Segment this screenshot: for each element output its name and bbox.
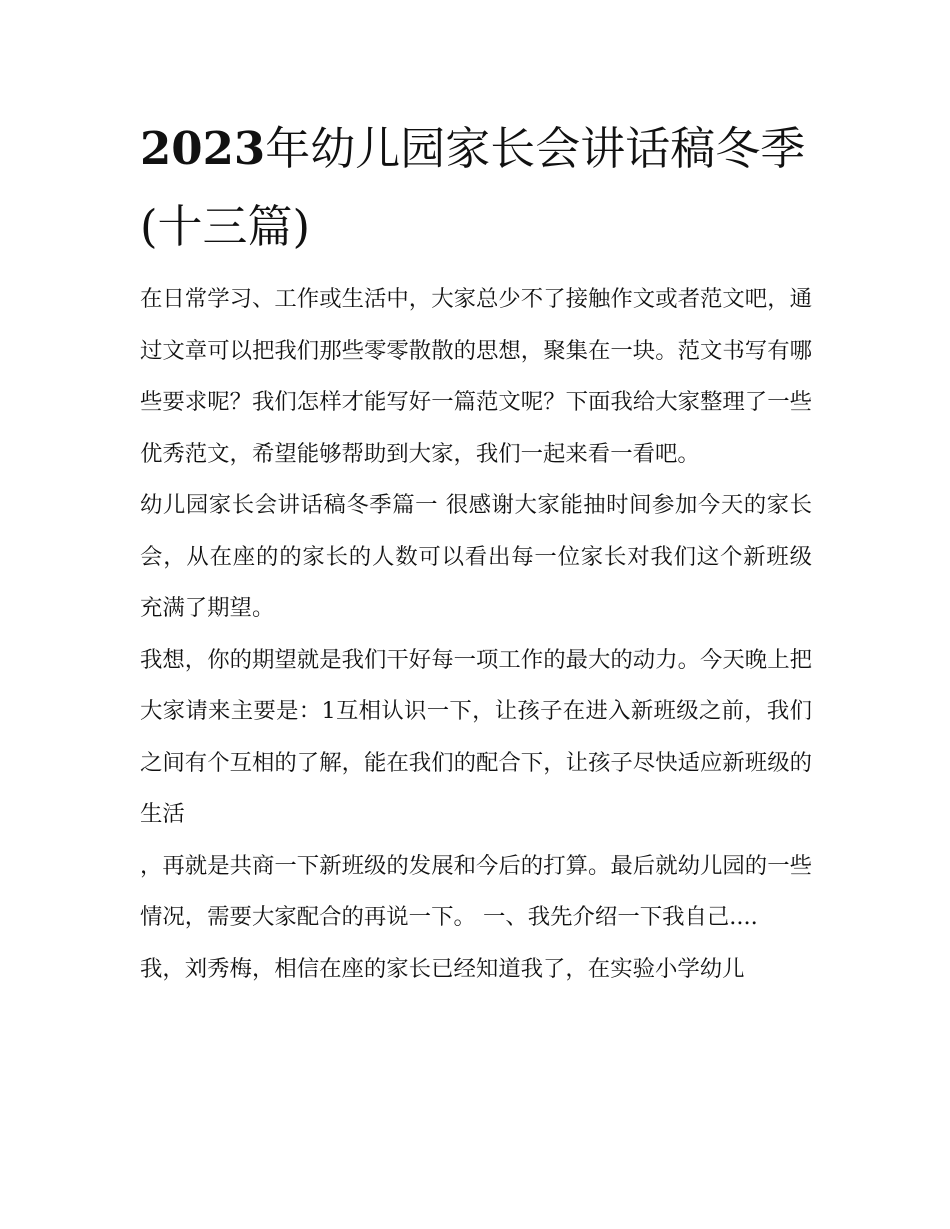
paragraph-intro: 在日常学习、工作或生活中，大家总少不了接触作文或者范文吧，通过文章可以把我们那些零零散散的思想，聚集在一块。范文书写有哪些要求呢？我们怎样才能写好一篇范文呢？下面我给大家整理了一些优秀范文，希望能够帮助到大家，我们一起来看一看吧。 <box>140 286 812 467</box>
title-year: 2023 <box>140 122 266 175</box>
paragraph-section-one: 幼儿园家长会讲话稿冬季篇一 很感谢大家能抽时间参加今天的家长会，从在座的的家长的人数可以看出每一位家长对我们这个新班级 充满了期望。 <box>140 492 812 621</box>
document-page <box>140 110 812 995</box>
paragraph-expectation: 我想，你的期望就是我们干好每一项工作的最大的动力。今天晚上把大家请来主要是：1互相认识一下，让孩子在进入新班级之前，我们之间有个互相的了解，能在我们的配合下，让孩子尽快适应新班级的生活 <box>140 646 812 827</box>
document-title <box>140 110 812 266</box>
document-body <box>140 274 812 995</box>
paragraph-self-intro: 我，刘秀梅，相信在座的家长已经知道我了，在实验小学幼儿 <box>140 955 745 982</box>
paragraph-plan: ，再就是共商一下新班级的发展和今后的打算。最后就幼儿园的一些情况，需要大家配合的再说一下。 一、我先介绍一下我自己.... <box>140 852 812 930</box>
title-text: 年幼儿园家长会讲话稿冬季(十三篇) <box>140 122 806 253</box>
